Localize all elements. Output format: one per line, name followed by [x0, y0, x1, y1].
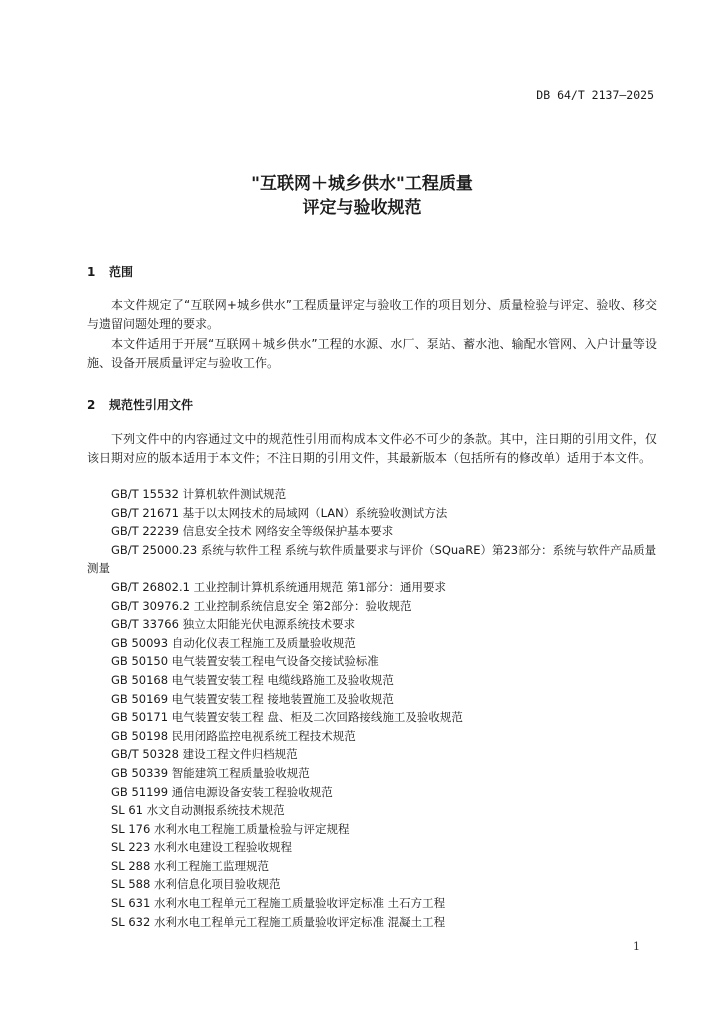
reference-item: GB/T 21671 基于以太网技术的局域网（LAN）系统验收测试方法: [111, 505, 448, 520]
reference-item: GB 50093 自动化仪表工程施工及质量验收规范: [111, 635, 356, 650]
section-2-intro: 下列文件中的内容通过文中的规范性引用而构成本文件必不可少的条款。其中，注日期的引用文件，仅该日期对应的版本适用于本文件；不注日期的引用文件，其最新版本（包括所有的修改单）适用于本文件。: [87, 432, 657, 465]
section-1-paragraph-1: 本文件规定了“互联网+城乡供水”工程质量评定与验收工作的项目划分、质量检验与评定、验收、移交与遗留问题处理的要求。: [87, 298, 657, 331]
reference-item: SL 288 水利工程施工监理规范: [111, 858, 269, 873]
reference-item: GB 50169 电气装置安装工程 接地装置施工及验收规范: [111, 691, 394, 706]
reference-item: SL 588 水利信息化项目验收规范: [111, 877, 281, 892]
reference-item: GB/T 25000.23 系统与软件工程 系统与软件质量要求与评价（SQuaRE）第23部分：系统与软件产品质量测量: [87, 542, 657, 576]
reference-item: GB/T 33766 独立太阳能光伏电源系统技术要求: [111, 617, 356, 632]
reference-item: GB 50150 电气装置安装工程电气设备交接试验标准: [111, 654, 379, 669]
reference-item: GB 50339 智能建筑工程质量验收规范: [111, 765, 310, 780]
section-1-paragraph-2: 本文件适用于开展“互联网＋城乡供水”工程的水源、水厂、泵站、蓄水池、输配水管网、入户计量等设施、设备开展质量评定与验收工作。: [87, 337, 657, 370]
document-title-line1: "互联网＋城乡供水"工程质量: [251, 174, 473, 194]
reference-item: GB 50171 电气装置安装工程 盘、柜及二次回路接线施工及验收规范: [111, 710, 463, 725]
reference-item: GB/T 50328 建设工程文件归档规范: [111, 747, 298, 762]
section-1-number: 1: [87, 265, 96, 279]
reference-item: SL 176 水利水电工程施工质量检验与评定规程: [111, 821, 350, 836]
reference-item: SL 61 水文自动测报系统技术规范: [111, 803, 285, 818]
section-2-number: 2: [87, 398, 96, 412]
reference-item: GB 51199 通信电源设备安装工程验收规范: [111, 784, 333, 799]
document-title-line2: 评定与验收规范: [302, 198, 422, 218]
reference-item: GB 50168 电气装置安装工程 电缆线路施工及验收规范: [111, 672, 394, 687]
section-2-title: 规范性引用文件: [109, 398, 194, 412]
section-2-heading: [87, 396, 193, 413]
reference-item: GB 50198 民用闭路监控电视系统工程技术规范: [111, 728, 356, 743]
section-1-heading: [87, 263, 133, 280]
page-number: 1: [633, 940, 640, 953]
section-1-title: 范围: [109, 265, 134, 279]
reference-item: GB/T 26802.1 工业控制计算机系统通用规范 第1部分：通用要求: [111, 579, 447, 594]
reference-item: GB/T 30976.2 工业控制系统信息安全 第2部分：验收规范: [111, 598, 412, 613]
reference-item: SL 631 水利水电工程单元工程施工质量验收评定标准 土石方工程: [111, 896, 446, 911]
reference-item: SL 223 水利水电建设工程验收规程: [111, 840, 292, 855]
reference-list: [87, 485, 657, 931]
reference-item: GB/T 22239 信息安全技术 网络安全等级保护基本要求: [111, 524, 394, 539]
reference-item: GB/T 15532 计算机软件测试规范: [111, 487, 287, 501]
standard-code: DB 64/T 2137—2025: [536, 88, 654, 102]
reference-item: SL 632 水利水电工程单元工程施工质量验收评定标准 混凝土工程: [111, 914, 446, 929]
